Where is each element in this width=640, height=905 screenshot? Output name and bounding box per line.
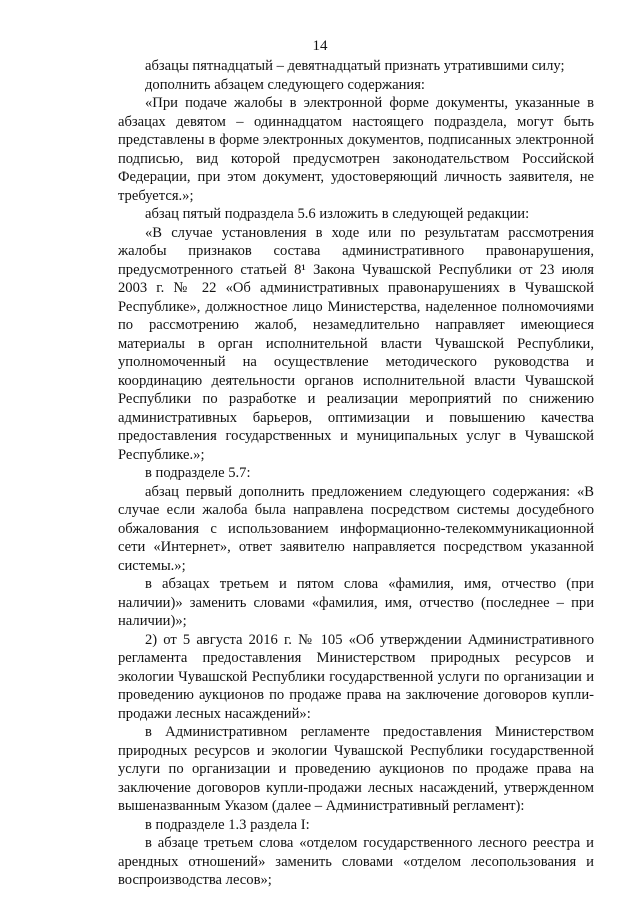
paragraph: абзац первый дополнить предложением следующего содержания: «В случае если жалоба была направлена посредством системы досудебного обжалования с использованием информационно-телекоммуникационной сети «Интернет», ответ заявителю направляется посредством указанной системы.»;: [118, 483, 594, 574]
paragraph: в абзацах третьем и пятом слова «фамилия, имя, отчество (при наличии)» заменить словами «фамилия, имя, отчество (последнее – при наличии)»;: [118, 576, 594, 629]
paragraph: 2) от 5 августа 2016 г. № 105 «Об утверждении Административного регламента предоставления Министерством природных ресурсов и экологии Чувашской Республики государственной услуги по организации и проведению аукционов по продаже права на заключение договоров купли-продажи лесных насаждений»:: [118, 631, 594, 722]
document-body: [118, 57, 594, 890]
paragraph: абзац пятый подраздела 5.6 изложить в следующей редакции:: [145, 206, 530, 222]
page-number: 14: [312, 38, 328, 54]
paragraph: в абзаце третьем слова «отделом государственного лесного реестра и арендных отношений» заменить словами «отделом лесопользования и воспроизводства лесов»;: [118, 835, 594, 888]
paragraph: абзацы пятнадцатый – девятнадцатый признать утратившими силу;: [145, 58, 565, 74]
paragraph: «В случае установления в ходе или по результатам рассмотрения жалобы признаков состава административного правонарушения, предусмотренного статьей 8¹ Закона Чувашской Республики от 23 июля 2003 г. № 22 «Об административных правонарушениях в Чувашской Республике», должностное лицо Министерства, наделенное полномочиями по рассмотрению жалоб, незамедлительно направляет имеющиеся материалы в орган исполнительной власти Чувашской Республики, уполномоченный на осуществление методического руководства и координацию деятельности органов исполнительной власти Чувашской Республики по разработке и реализации мероприятий по снижению административных барьеров, оптимизации и повышению качества предоставления государственных и муниципальных услуг в Чувашской Республике.»;: [118, 224, 594, 463]
paragraph: «При подаче жалобы в электронной форме документы, указанные в абзацах девятом – одиннадцатом настоящего подраздела, могут быть представлены в форме электронных документов, подписанных электронной подписью, вид которой предусмотрен законодательством Российской Федерации, при этом документ, удостоверяющий личность заявителя, не требуется.»;: [118, 95, 594, 204]
paragraph: в подразделе 5.7:: [145, 465, 251, 481]
paragraph: в Административном регламенте предоставления Министерством природных ресурсов и экологии Чувашской Республики государственной услуги по организации и проведению аукционов по продаже права на заключение договоров купли-продажи лесных насаждений, утвержденном вышеназванным Указом (далее – Административный регламент):: [118, 724, 594, 814]
paragraph: в подразделе 1.3 раздела I:: [145, 816, 310, 833]
paragraph: дополнить абзацем следующего содержания:: [145, 76, 425, 93]
